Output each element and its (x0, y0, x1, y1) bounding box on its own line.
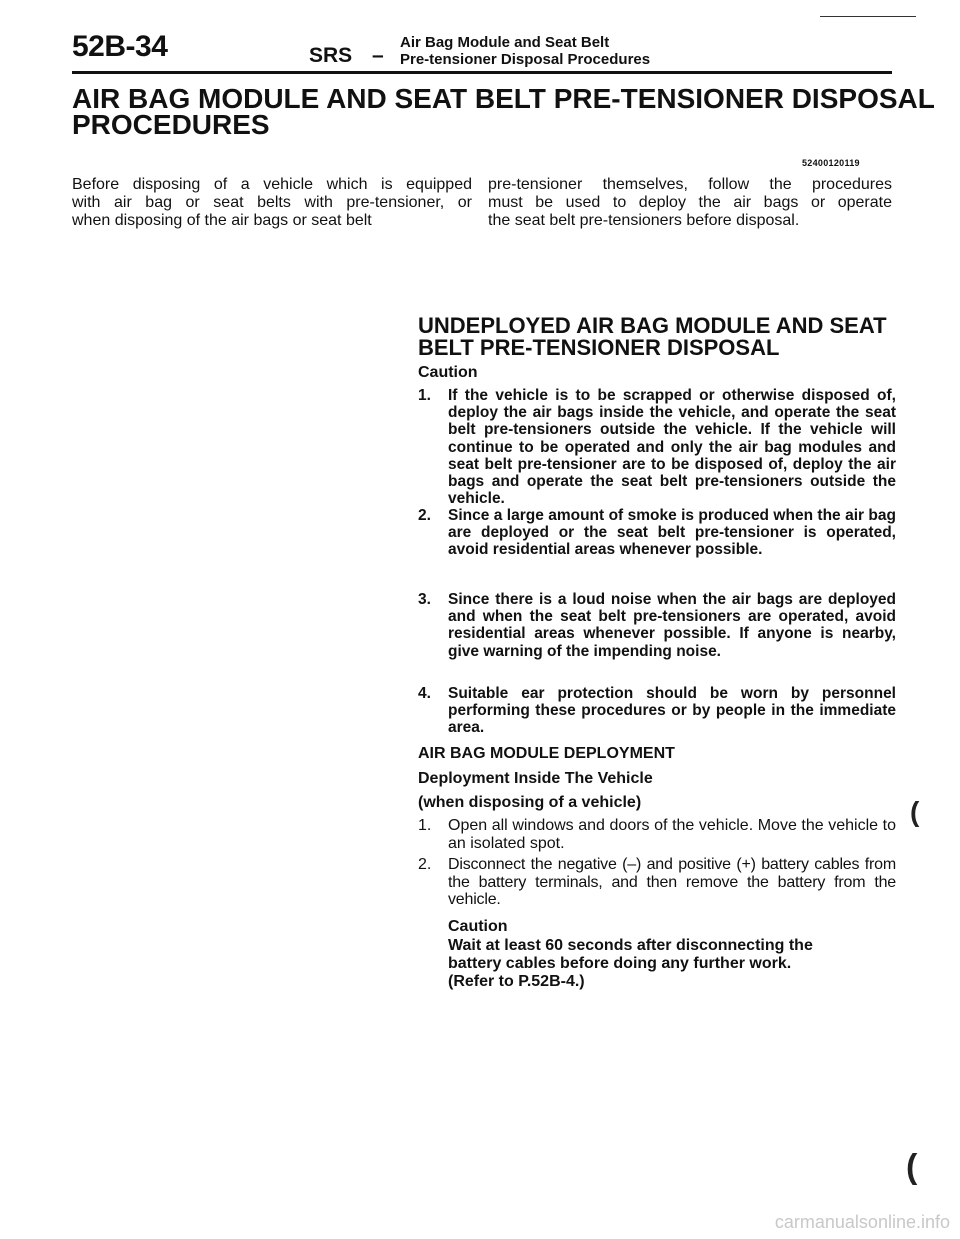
scan-line (820, 16, 916, 17)
deployment-heading: AIR BAG MODULE DEPLOYMENT (418, 745, 675, 762)
caution-item-text: If the vehicle is to be scrapped or otherwise disposed of, deploy the air bags inside the vehicle, and operate the seat belt pre-tensioners outside the vehicle. If the vehicle will continue to be operated and only the air bag modules and seat belt pre-tensioner are to be disposed of, deploy the air bags and operate the seat belt pre-tensioners outside the vehicle. (448, 387, 896, 508)
caution-item-number: 3. (418, 591, 431, 608)
header-title (400, 34, 650, 68)
deployment-subheading: Deployment Inside The Vehicle (418, 770, 653, 787)
caution-item (418, 387, 896, 507)
caution-item-text: Since there is a loud noise when the air bags are deployed and when the seat belt pre-tensioners are operated, avoid residential areas whenever possible. If anyone is nearby, give warning of the impending noise. (448, 591, 896, 660)
intro-right-line: the seat belt pre-tensioners before disposal. (488, 212, 800, 229)
caution-item-text: Since a large amount of smoke is produced when the air bag are deployed or the seat belt pre-tensioner is operated, avoid residential areas whenever possible. (448, 507, 896, 559)
intro-left-line: with air bag or seat belts with pre-tensioner, or (72, 194, 472, 211)
battery-caution-line: (Refer to P.52B-4.) (448, 973, 585, 990)
header-section: SRS (309, 44, 353, 67)
intro-right-column (488, 176, 892, 230)
caution-item-text: Suitable ear protection should be worn by personnel performing these procedures or by people in the immediate area. (448, 685, 896, 737)
binding-mark: ( (906, 1148, 918, 1186)
main-title-line2: PROCEDURES (72, 109, 270, 140)
caution-item (418, 591, 896, 660)
footer-watermark: carmanualsonline.info (774, 1212, 950, 1232)
caution-item (418, 685, 896, 737)
section-title (418, 315, 898, 359)
deployment-condition: (when disposing of a vehicle) (418, 794, 642, 811)
procedure-step (418, 817, 896, 852)
battery-caution-label: Caution (448, 918, 508, 935)
intro-left-column (72, 176, 472, 230)
main-title (72, 83, 935, 140)
binding-mark: ( (910, 796, 920, 827)
procedure-step-number: 1. (418, 817, 432, 834)
battery-caution-line: battery cables before doing any further work. (448, 955, 792, 972)
caution-label: Caution (418, 364, 478, 381)
header-title-line2: Pre-tensioner Disposal Procedures (400, 51, 651, 68)
caution-item-number: 4. (418, 685, 431, 702)
procedure-step-text: Open all windows and doors of the vehicle. Move the vehicle to an isolated spot. (448, 817, 896, 852)
caution-item (418, 507, 896, 559)
section-title-line2: BELT PRE-TENSIONER DISPOSAL (418, 335, 780, 360)
intro-right-line: pre-tensioner themselves, follow the procedures (488, 176, 892, 193)
header-title-line1: Air Bag Module and Seat Belt (400, 34, 610, 51)
section-title-line1: UNDEPLOYED AIR BAG MODULE AND SEAT (418, 313, 887, 338)
intro-right-line: must be used to deploy the air bags or operate (488, 194, 892, 211)
main-title-line1: AIR BAG MODULE AND SEAT BELT PRE-TENSIONER DISPOSAL (72, 83, 935, 114)
procedure-step (418, 856, 896, 909)
page-number: 52B-34 (72, 30, 168, 63)
doc-code: 52400120119 (802, 158, 860, 168)
procedure-step-number: 2. (418, 856, 432, 873)
intro-left-line: Before disposing of a vehicle which is equipped (72, 176, 472, 193)
battery-caution-line: Wait at least 60 seconds after disconnecting the (448, 937, 813, 954)
header-rule (72, 71, 892, 74)
caution-item-number: 1. (418, 387, 431, 404)
procedure-step-text: Disconnect the negative (–) and positive (+) battery cables from the battery terminals, and then remove the battery from the vehicle. (448, 856, 896, 908)
caution-item-number: 2. (418, 507, 431, 524)
header-dash: – (372, 44, 384, 67)
battery-caution-text (448, 937, 888, 991)
intro-left-line: when disposing of the air bags or seat belt (72, 212, 372, 229)
